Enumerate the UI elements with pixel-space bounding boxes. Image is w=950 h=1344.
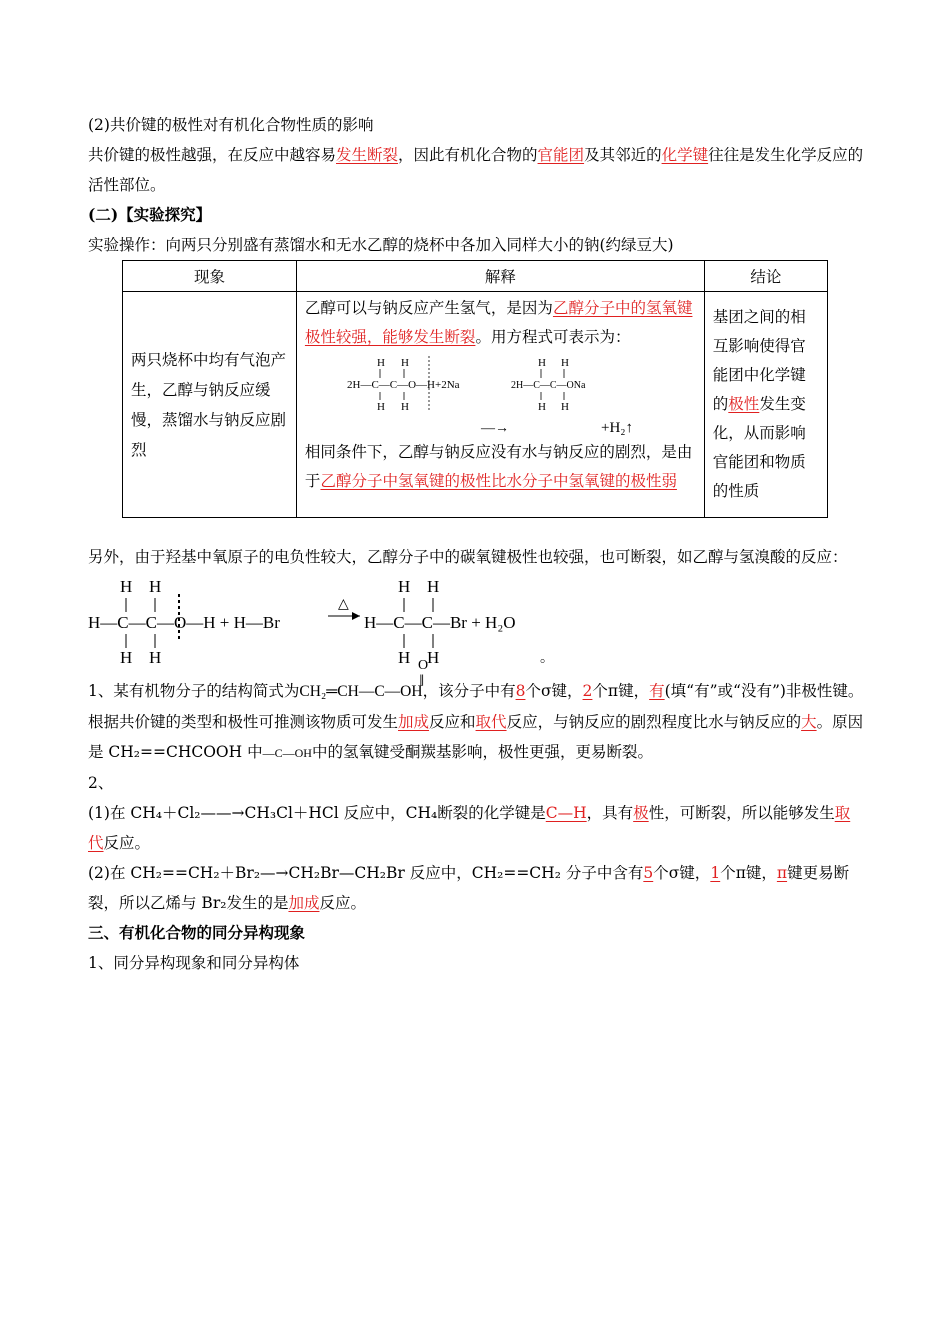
- answer-blank: 8: [515, 682, 526, 700]
- answer-blank: 加成: [288, 894, 320, 912]
- carboxyl-group: —C—OH: [262, 746, 312, 760]
- experiment-operation: 实验操作：向两只分别盛有蒸馏水和无水乙醇的烧杯中各加入同样大小的钠(约绿豆大): [88, 236, 674, 254]
- svg-text:。: 。: [540, 651, 554, 664]
- phenomenon-cell: 两只烧杯中均有气泡产生，乙醇与钠反应缓慢，蒸馏水与钠反应剧烈: [123, 292, 297, 518]
- answer-blank: 乙醇分子中氢氧键的极性比水分子中氢氧键的极性弱: [320, 472, 677, 490]
- conclusion-cell: 基团之间的相互影响使得官能团中化学键的极性发生变化，从而影响官能团和物质的性质: [704, 292, 827, 518]
- svg-text:H: H: [120, 577, 133, 596]
- answer-blank: 大: [801, 713, 817, 731]
- question-2-part-1: (1)在 CH₄＋Cl₂——→CH₃Cl＋HCl 反应中，CH₄断裂的化学键是C—H，具有极性，可断裂，所以能够发生取代反应。: [88, 804, 851, 852]
- answer-blank: 取代: [88, 804, 851, 852]
- answer-blank: 极: [633, 804, 649, 822]
- svg-text:2H—C—C—ONa: 2H—C—C—ONa: [510, 380, 586, 391]
- svg-text:—→: —→: [480, 421, 509, 436]
- answer-blank: C—H: [545, 804, 587, 822]
- ethanol-sodium-equation: [305, 352, 685, 438]
- svg-text:H: H: [398, 648, 411, 664]
- svg-text:H: H: [376, 357, 385, 369]
- svg-text:H: H: [376, 401, 385, 413]
- svg-text:H: H: [537, 357, 546, 369]
- answer-blank: 极性: [728, 395, 760, 413]
- question-1: O ‖ 1、某有机物分子的结构简式为CH₂═CH—C—OH，该分子中有8个σ键，2个π键，有(填“有”或“没有”)非极性键。根据共价键的类型和极性可推测该物质可发生加成反应和取代反应，与钠反应的剧烈程度比水与钠反应的大。原因是 CH₂==CHCOOH 中—C—OH中的氢氧键受酮羰基影响，极性更强，更易断裂。: [88, 658, 864, 761]
- explanation-cell: 乙醇可以与钠反应产生氢气，是因为乙醇分子中的氢氧键极性较强，能够发生断裂。用方程式可表示为： H H 2H—C—C—O—H+2Na H H H H 2H—C—C—ONa H H —→ +H₂↑ 相同条件下，乙醇与钠反应没有水与钠反应的剧烈，是由于乙醇分子中氢氧键的极性比水分子中氢氧键的极性弱: [296, 292, 704, 518]
- answer-blank: 加成: [398, 713, 430, 731]
- section-heading: 三、有机化合物的同分异构现象: [88, 923, 306, 942]
- answer-blank: 2: [582, 682, 593, 700]
- svg-text:+H₂↑: +H₂↑: [600, 420, 633, 436]
- ethanol-hbr-equation: [88, 572, 864, 664]
- answer-blank: 1: [710, 864, 721, 882]
- section-heading: (二)【实验探究】: [88, 205, 212, 224]
- table-header: 解释: [296, 261, 704, 292]
- table-header: 现象: [123, 261, 297, 292]
- subheading: (2)共价键的极性对有机化合物性质的影响: [88, 116, 374, 134]
- answer-blank: 有: [649, 682, 665, 700]
- svg-text:H: H: [149, 648, 162, 664]
- svg-text:H: H: [560, 357, 569, 369]
- svg-text:H: H: [427, 577, 440, 596]
- svg-text:H: H: [560, 401, 569, 413]
- answer-blank: 5: [643, 864, 654, 882]
- question-2-label: 2、: [88, 774, 114, 792]
- paragraph-hbr: 另外，由于羟基中氧原子的电负性较大，乙醇分子中的碳氧键极性也较强，也可断裂，如乙醇与氢溴酸的反应：: [88, 548, 848, 566]
- svg-text:H: H: [149, 577, 162, 596]
- answer-blank: 化学键: [661, 146, 709, 164]
- svg-text:H: H: [398, 577, 411, 596]
- svg-text:H—C—C—O—H + H—Br: H—C—C—O—H + H—Br: [88, 613, 280, 632]
- svg-text:H: H: [120, 648, 133, 664]
- paragraph-polarity: 共价键的极性越强，在反应中越容易发生断裂，因此有机化合物的官能团及其邻近的化学键往往是发生化学反应的活性部位。: [88, 146, 864, 194]
- document-page: [88, 110, 864, 978]
- answer-blank: 发生断裂: [336, 146, 399, 164]
- svg-text:△: △: [338, 597, 349, 612]
- answer-blank: 官能团: [537, 146, 585, 164]
- acrylic-acid-formula: CH₂═CH—C—OH: [299, 683, 423, 700]
- question-2-part-2: (2)在 CH₂==CH₂＋Br₂—→CH₂Br—CH₂Br 反应中，CH₂==CH₂ 分子中含有5个σ键，1个π键，π键更易断裂，所以乙烯与 Br₂发生的是加成反应。: [88, 864, 850, 912]
- svg-text:H—C—C—Br + H₂O: H—C—C—Br + H₂O: [364, 613, 516, 632]
- svg-text:H: H: [400, 357, 409, 369]
- svg-text:2H—C—C—O—H+2Na: 2H—C—C—O—H+2Na: [346, 379, 460, 391]
- svg-text:H: H: [400, 401, 409, 413]
- answer-blank: 取代: [475, 713, 507, 731]
- svg-text:H: H: [427, 648, 440, 664]
- answer-blank: 乙醇分子中的氢氧键极性较强，能够发生断裂: [304, 299, 693, 346]
- subsection-heading: 1、同分异构现象和同分异构体: [88, 954, 300, 972]
- experiment-table: [122, 260, 828, 518]
- answer-blank: π: [776, 864, 788, 882]
- table-header: 结论: [704, 261, 827, 292]
- svg-text:H: H: [537, 401, 546, 413]
